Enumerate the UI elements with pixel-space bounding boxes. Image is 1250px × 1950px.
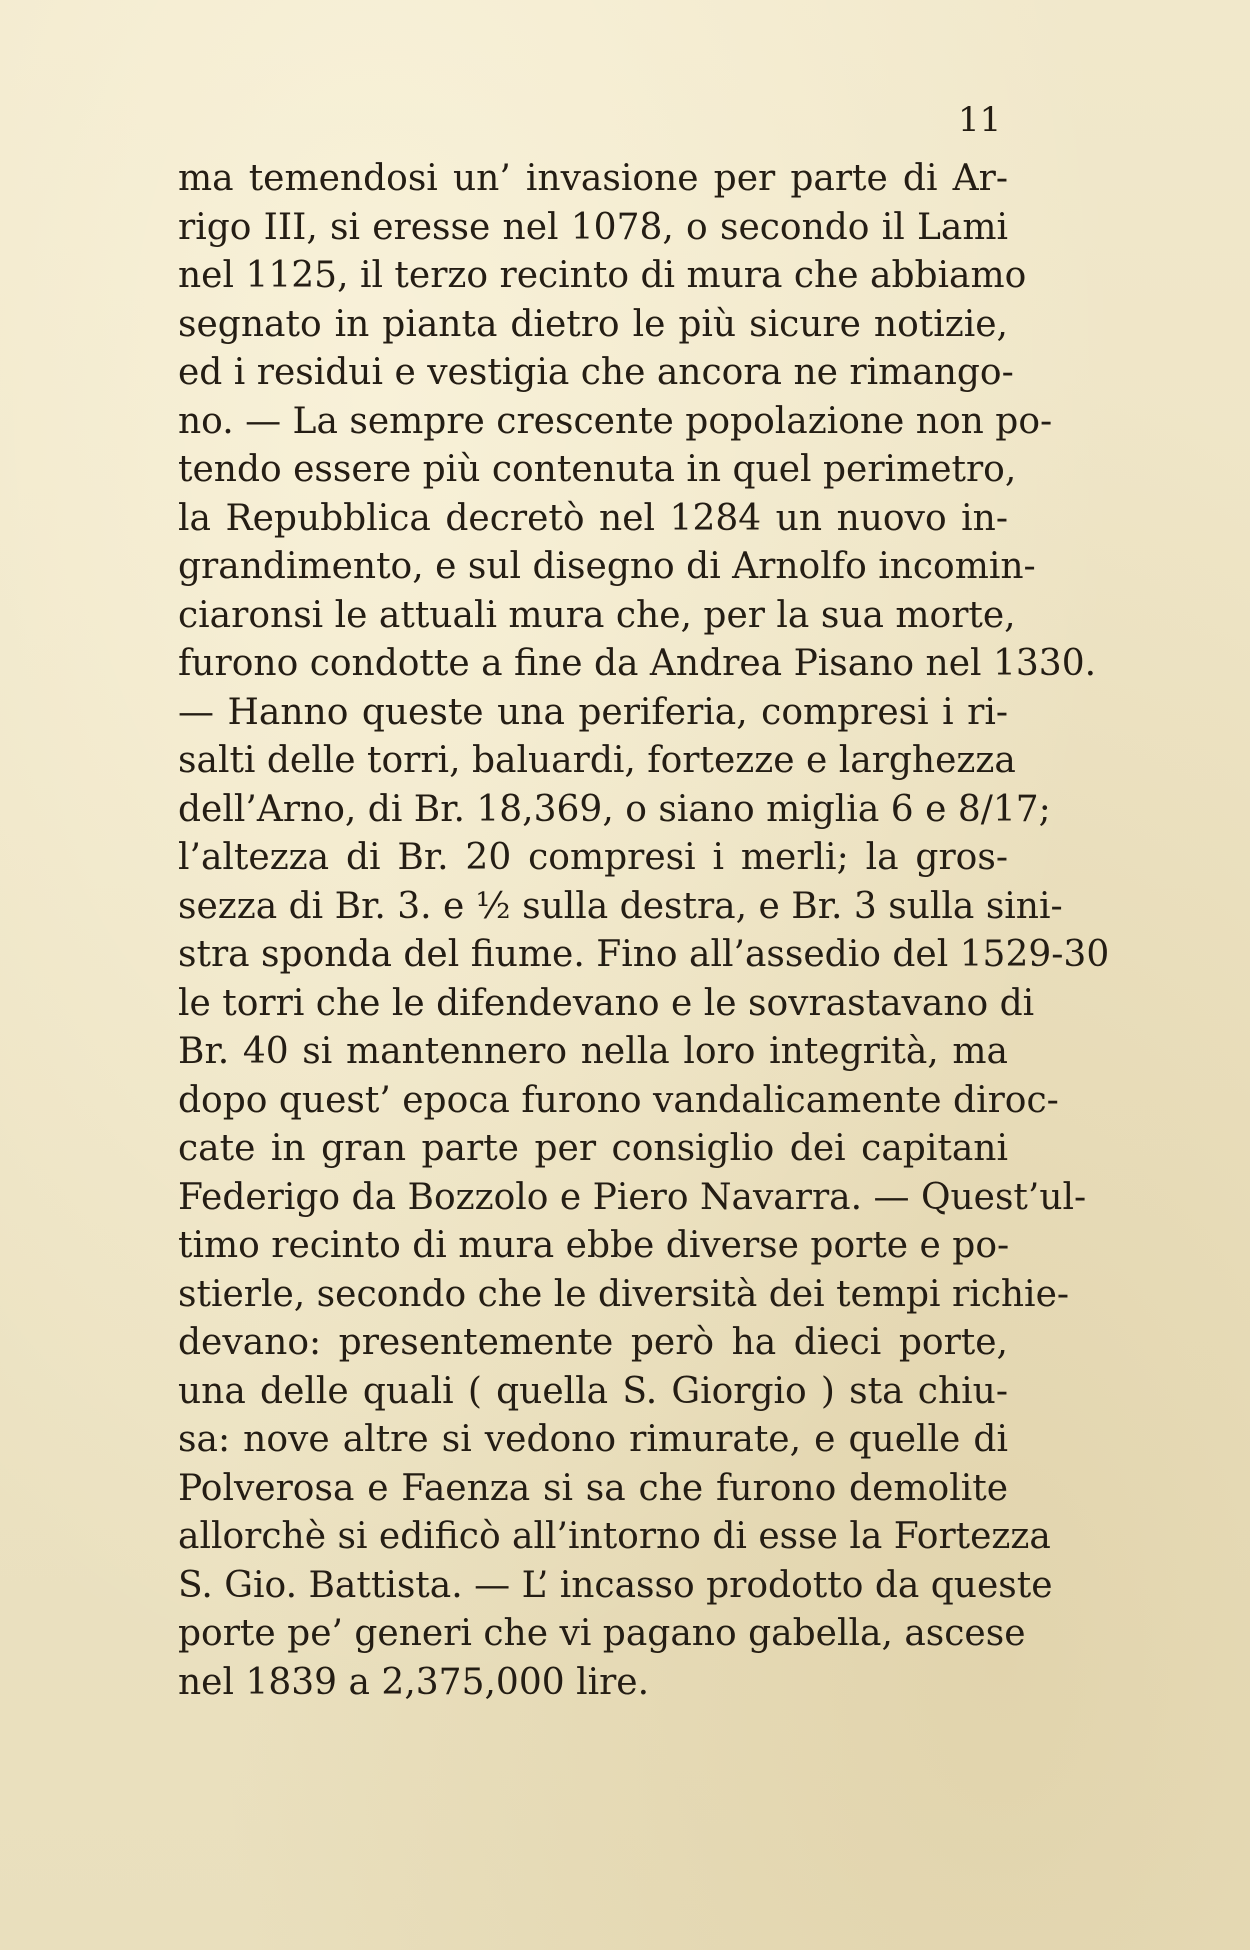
text-line: una delle quali ( quella S. Giorgio ) sta chiu-	[178, 1370, 1008, 1412]
text-line: ciaronsi le attuali mura che, per la sua morte,	[178, 594, 1016, 636]
text-line: tendo essere più contenuta in quel perimetro,	[178, 449, 1017, 490]
text-line: l’altezza di Br. 20 compresi i merli; la gros-	[178, 837, 1008, 878]
text-line: sa: nove altre si vedono rimurate, e quelle di	[178, 1419, 1008, 1460]
text-line: stierle, secondo che le diversità dei tempi richie-	[178, 1273, 1070, 1315]
text-line: S. Gio. Battista. — L’ incasso prodotto da queste	[178, 1564, 1053, 1606]
text-line: dopo quest’ epoca furono vandalicamente diroc-	[178, 1079, 1059, 1121]
text-line: furono condotte a fine da Andrea Pisano nel 1330.	[178, 643, 1097, 684]
text-line: — Hanno queste una periferia, compresi i ri-	[178, 691, 1008, 733]
text-line: nel 1839 a 2,375,000 lire.	[178, 1661, 650, 1703]
text-line: porte pe’ generi che vi pagano gabella, ascese	[178, 1613, 1026, 1654]
page-number: 11	[958, 100, 1002, 140]
text-line: devano: presentemente però ha dieci porte,	[178, 1322, 1008, 1363]
text-line: grandimento, e sul disegno di Arnolfo incomin-	[178, 546, 1036, 587]
text-line: timo recinto di mura ebbe diverse porte e po-	[178, 1225, 1010, 1266]
text-line: cate in gran parte per consiglio dei capitani	[178, 1128, 1008, 1169]
text-line: Polverosa e Faenza si sa che furono demolite	[178, 1467, 1008, 1509]
text-line: sezza di Br. 3. e ½ sulla destra, e Br. 3 sulla sini-	[178, 885, 1063, 927]
text-line: dell’Arno, di Br. 18,369, o siano miglia 6 e 8/17;	[178, 788, 1051, 830]
text-line: ma temendosi un’ invasione per parte di Ar-	[178, 158, 1008, 199]
text-line: rigo III, si eresse nel 1078, o secondo il Lami	[178, 206, 1008, 248]
text-line: stra sponda del fiume. Fino all’assedio del 1529-30	[178, 934, 1110, 975]
text-line: Br. 40 si mantennero nella loro integrità, ma	[178, 1031, 1008, 1072]
text-line: no. — La sempre crescente popolazione non po-	[178, 400, 1053, 442]
text-line: segnato in pianta dietro le più sicure notizie,	[178, 303, 1008, 345]
text-line: ed i residui e vestigia che ancora ne rimango-	[178, 352, 1014, 393]
text-line: salti delle torri, baluardi, fortezze e larghezza	[178, 740, 1016, 781]
text-line: la Repubblica decretò nel 1284 un nuovo in-	[178, 497, 1008, 539]
text-line: allorchè si edificò all’intorno di esse la Fortezza	[178, 1516, 1051, 1557]
body-text	[178, 155, 1110, 1707]
text-line: Federigo da Bozzolo e Piero Navarra. — Quest’ul-	[178, 1176, 1087, 1218]
text-line: nel 1125, il terzo recinto di mura che abbiamo	[178, 255, 1027, 296]
text-line: le torri che le difendevano e le sovrastavano di	[178, 982, 1035, 1024]
